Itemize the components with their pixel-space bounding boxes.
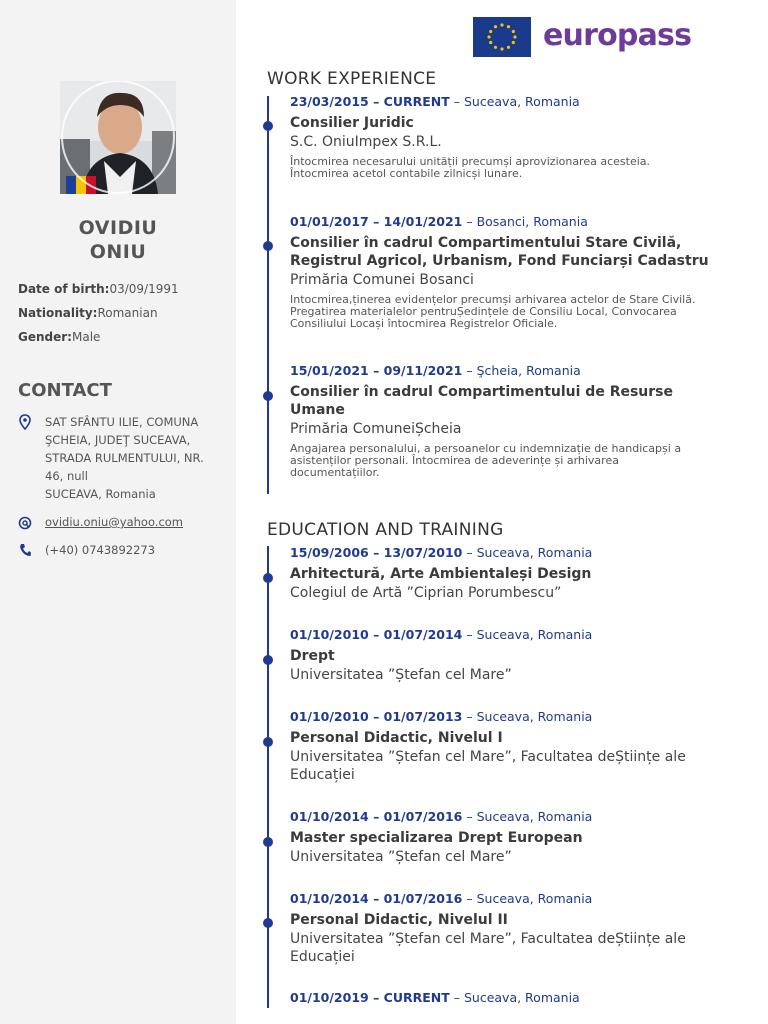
phone-icon xyxy=(18,542,32,558)
address-line: STRADA RULMENTULUI, NR. xyxy=(45,451,204,465)
entry-date xyxy=(290,627,710,642)
contact-heading: CONTACT xyxy=(18,380,112,401)
gender-label: Gender: xyxy=(18,330,72,344)
entry-title: Personal Didactic, Nivelul I xyxy=(290,730,503,746)
entry-title: Personal Didactic, Nivelul II xyxy=(290,912,508,928)
education-timeline-line xyxy=(267,546,269,1008)
entry-title: Drept xyxy=(290,648,335,664)
first-name: OVIDIU xyxy=(78,217,158,239)
profile-photo xyxy=(60,81,176,194)
work-entry xyxy=(290,214,710,330)
entry-date-range: 01/10/2019 – CURRENT xyxy=(290,990,450,1005)
photo-circle-frame xyxy=(60,81,176,194)
education-entry xyxy=(290,809,710,866)
entry-date xyxy=(290,363,710,378)
entry-organization: Colegiul de Artă ”Ciprian Porumbescu” xyxy=(290,585,562,601)
entry-title: Consilier în cadrul Compartimentului Stare Civilă, Registrul Agricol, Urbanism, Fond Funciarși Cadastru xyxy=(290,235,709,269)
timeline-dot xyxy=(263,391,273,401)
education-entry xyxy=(290,627,710,684)
entry-date-range: 15/09/2006 – 13/07/2010 xyxy=(290,545,463,560)
education-entry xyxy=(290,990,710,1005)
entry-organization: Primăria ComuneiȘcheia xyxy=(290,421,462,437)
entry-date xyxy=(290,891,710,906)
entry-location: – Suceava, Romania xyxy=(462,809,593,824)
entry-description: Angajarea personalului, a persoanelor cu indemnizație de handicapși a asistenților personali. Întocmirea de adeverințe și arhivarea documentațiilor. xyxy=(290,442,682,479)
entry-date xyxy=(290,94,710,109)
date-of-birth-label: Date of birth: xyxy=(18,282,110,296)
entry-location: – Suceava, Romania xyxy=(449,94,580,109)
entry-date xyxy=(290,545,710,560)
entry-organization: Primăria Comunei Bosanci xyxy=(290,272,474,288)
education-entry xyxy=(290,545,710,602)
address-line: 46, null xyxy=(45,469,88,483)
europass-logo-text: europass xyxy=(543,18,692,53)
nationality-value: Romanian xyxy=(97,306,158,320)
address-line: ŞCHEIA, JUDEŢ SUCEAVA, xyxy=(45,433,191,447)
phone-number: (+40) 0743892273 xyxy=(45,543,156,557)
address-line: SAT SFÂNTU ILIE, COMUNA xyxy=(45,415,199,429)
entry-title: Arhitectură, Arte Ambientaleși Design xyxy=(290,566,592,582)
timeline-dot xyxy=(263,918,273,928)
entry-organization: S.C. OniuImpex S.R.L. xyxy=(290,134,442,150)
timeline-dot xyxy=(263,655,273,665)
entry-date-range: 01/10/2010 – 01/07/2014 xyxy=(290,627,463,642)
timeline-dot xyxy=(263,121,273,131)
entry-date-range: 01/01/2017 – 14/01/2021 xyxy=(290,214,463,229)
entry-location: – Suceava, Romania xyxy=(462,627,593,642)
entry-title: Master specializarea Drept European xyxy=(290,830,583,846)
timeline-dot xyxy=(263,737,273,747)
entry-location: – Suceava, Romania xyxy=(462,709,593,724)
entry-date xyxy=(290,214,710,229)
entry-date-range: 01/10/2010 – 01/07/2013 xyxy=(290,709,463,724)
date-of-birth-row xyxy=(18,282,179,296)
education-heading: EDUCATION AND TRAINING xyxy=(267,520,504,540)
sidebar xyxy=(0,0,236,1024)
last-name: ONIU xyxy=(89,241,147,263)
gender-value: Male xyxy=(71,330,101,344)
timeline-dot xyxy=(263,241,273,251)
address-block xyxy=(45,413,204,503)
work-entry xyxy=(290,363,710,479)
entry-description: Intocmirea,ținerea evidențelor precumși arhivarea actelor de Stare Civilă. Pregatirea materialelor pentruȘedințele de Consiliu Local, Convocarea Consiliului Locași întocmirea Registrelor Oficiale. xyxy=(290,293,696,330)
work-experience-heading: WORK EXPERIENCE xyxy=(267,69,437,89)
entry-date-range: 23/03/2015 – CURRENT xyxy=(290,94,450,109)
entry-organization: Universitatea ”Ștefan cel Mare” xyxy=(290,849,512,865)
education-entry xyxy=(290,709,710,784)
entry-date xyxy=(290,990,710,1005)
entry-description: Întocmirea necesarului unității precumși aprovizionarea acesteia. Întocmirea acetol contabile zilnicși lunare. xyxy=(290,155,651,180)
entry-organization: Universitatea ”Ștefan cel Mare” xyxy=(290,667,512,683)
timeline-dot xyxy=(263,573,273,583)
work-entry xyxy=(290,94,710,180)
gender-row xyxy=(18,330,100,344)
entry-location: – Şcheia, Romania xyxy=(462,363,581,378)
education-entry xyxy=(290,891,710,966)
entry-date xyxy=(290,709,710,724)
nationality-row xyxy=(18,306,158,320)
email-link[interactable]: ovidiu.oniu@yahoo.com xyxy=(45,515,184,529)
entry-location: – Suceava, Romania xyxy=(449,990,580,1005)
address-line: SUCEAVA, Romania xyxy=(45,487,156,501)
entry-organization: Universitatea ”Ștefan cel Mare”, Facultatea deȘtiințe ale Educației xyxy=(290,931,686,965)
email-row xyxy=(45,513,183,531)
entry-title: Consilier în cadrul Compartimentului de Resurse Umane xyxy=(290,384,674,418)
entry-date xyxy=(290,809,710,824)
email-icon xyxy=(18,515,32,531)
entry-location: – Suceava, Romania xyxy=(462,545,593,560)
timeline-dot xyxy=(263,837,273,847)
entry-title: Consilier Juridic xyxy=(290,115,414,131)
date-of-birth-value: 03/09/1991 xyxy=(109,282,179,296)
address-icon xyxy=(18,414,32,430)
entry-location: – Bosanci, Romania xyxy=(462,214,588,229)
entry-location: – Suceava, Romania xyxy=(462,891,593,906)
nationality-label: Nationality: xyxy=(18,306,98,320)
entry-date-range: 15/01/2021 – 09/11/2021 xyxy=(290,363,463,378)
entry-date-range: 01/10/2014 – 01/07/2016 xyxy=(290,809,463,824)
entry-date-range: 01/10/2014 – 01/07/2016 xyxy=(290,891,463,906)
entry-organization: Universitatea ”Ștefan cel Mare”, Facultatea deȘtiințe ale Educației xyxy=(290,749,686,783)
work-timeline-line xyxy=(267,96,269,494)
